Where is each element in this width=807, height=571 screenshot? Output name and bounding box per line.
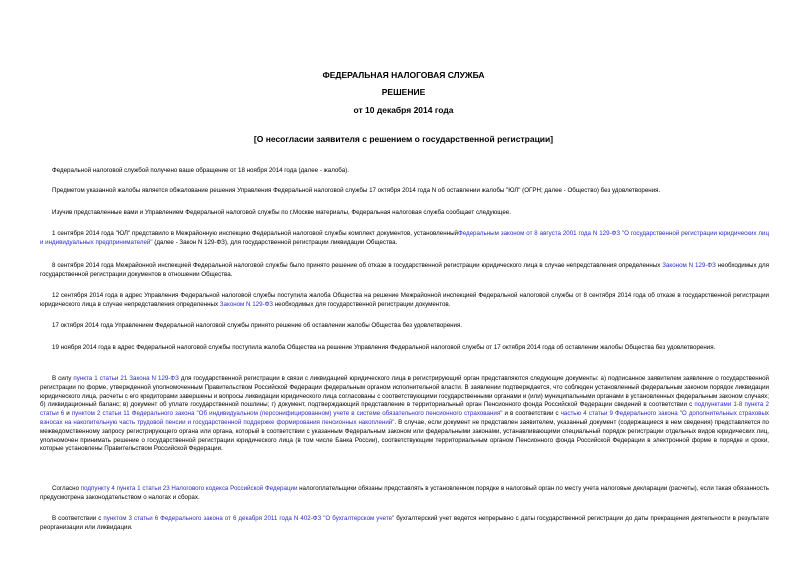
paragraph-6-text-2: необходимых для государственной регистрации документов.: [273, 300, 451, 308]
document-type: РЕШЕНИЕ: [381, 87, 426, 97]
paragraph-11: [40, 515, 769, 533]
paragraph-5: [40, 262, 769, 280]
paragraph-5-text-2: необходимых для государственной регистрации документов в отношении Общества.: [40, 262, 769, 278]
law-129fz-link[interactable]: Федеральным законом от 8 августа 2001 года N 129-ФЗ "О государственной регистрации юридических лиц и индивидуальных предпринимателей": [40, 230, 769, 246]
paragraph-9-text-5: . В случае, если документ не представлен заявителем, указанный документ (содержащиеся в нем сведения) представляется по межведомственному запросу регистрирующего органа или органа, который в соответствии с указанным Федеральным законом или федеральными законами, устанавливающими специальный порядок регистрации отдельных видов юридических лиц, уполномочен принимать решение о государственной регистрации юридического лица (в том числе Банка России), соответствующим территориальным органом Пенсионного фонда Российской Федерации в электронной форме в порядке и сроки, которые установлены Правительством Российской Федерации.: [40, 418, 769, 453]
paragraph-6: [40, 292, 769, 310]
tax-code-link[interactable]: подпункту 4 пункта 1 статьи 23 Налогового кодекса Российской Федерации: [80, 485, 298, 492]
paragraph-4-text-2: (далее - Закон N 129-ФЗ), для государственной регистрации ликвидации Общества.: [152, 238, 398, 246]
paragraph-9-text-3: и: [64, 410, 72, 418]
paragraph-5-text-1: 8 сентября 2014 года Межрайонной инспекцией Федеральной налоговой службы было принято решение об отказе в государственной регистрации юридического лица в случае непредставления определенных: [52, 262, 663, 269]
paragraph-9: [40, 375, 769, 454]
paragraph-9-text-2: для государственной регистрации в связи с ликвидацией юридического лица в регистрирующий орган представляются следующие документы: а) подписанное заявителем заявление о государственной регистрации по форме, утвержденной уполномоченным Правительством Российской Федерации федеральным органом исполнительной власти. В заявлении подтверждается, что соблюден установленный федеральным законом порядок ликвидации юридического лица, расчеты с его кредиторами завершены и вопросы ликвидации юридического лица согласованы с соответствующими государственными органами и (или) муниципальными органами в установленных федеральным законом случаях; б) ликвидационный баланс; в) документ об уплате государственной пошлины; г) документ, подтверждающий представление в территориальный орган Пенсионного фонда Российской Федерации сведений в соответствии с: [40, 375, 769, 409]
paragraph-4-text-1: 1 сентября 2014 года "ЮЛ" представило в Межрайонную инспекцию Федеральной налоговой службы комплект документов, установленный: [52, 230, 458, 237]
paragraph-9-text-1: В силу: [52, 375, 74, 382]
paragraph-10: [40, 485, 769, 503]
paragraph-1: Федеральной налоговой службой получено ваше обращение от 18 ноября 2014 года (далее - жалоба).: [52, 167, 349, 174]
paragraph-6-text-1: 12 сентября 2014 года в адрес Управления Федеральной налоговой службы поступила жалоба Общества на решение Межрайонной инспекцией Федеральной налоговой службы от 8 сентября 2014 года об отказе в государственной регистрации юридического лица в случае непредставления определенных: [40, 292, 769, 308]
accounting-law-link[interactable]: пунктом 3 статьи 6 Федерального закона от 6 декабря 2011 года N 402-ФЗ "О бухгалтерском учете": [103, 515, 395, 522]
law-129fz-link-2[interactable]: Законом N 129-ФЗ: [662, 262, 716, 269]
paragraph-9-text-4: и в соответствии с: [502, 410, 561, 418]
paragraph-2: Предметом указанной жалобы является обжалование решения Управления Федеральной налоговой службы 17 октября 2014 года N об оставлении жалобы "ЮЛ" (ОГРН; далее - Общество) без удовлетворения.: [52, 187, 661, 194]
paragraph-4: [40, 230, 769, 248]
document-subject: [О несогласии заявителя с решением о государственной регистрации]: [253, 134, 554, 144]
agency-title: ФЕДЕРАЛЬНАЯ НАЛОГОВАЯ СЛУЖБА: [322, 70, 485, 80]
article-21-link[interactable]: пункта 1 статьи 21 Закона N 129-ФЗ: [73, 375, 179, 382]
paragraph-11-text-1: В соответствии с: [52, 515, 104, 522]
paragraph-7: 17 октября 2014 года Управлением Федеральной налоговой службы принято решение об оставлении жалобы Общества без удовлетворения.: [52, 322, 463, 329]
paragraph-10-text-1: Согласно: [52, 485, 81, 492]
paragraph-3: Изучив представленные вами и Управлением Федеральной налоговой службы по г.Москве материалы, Федеральная налоговая служба сообщает следующее.: [52, 209, 511, 216]
paragraph-11-text-2: бухгалтерский учет ведется непрерывно с даты государственной регистрации до даты прекращения деятельности в результате реорганизации или ликвидации.: [40, 515, 769, 531]
article-6-subparagraphs-link[interactable]: подпунктами 1-8 пункта 2 статьи 6: [40, 401, 769, 418]
paragraph-8: 19 ноября 2014 года в адрес Федеральной налоговой службы поступила жалоба Общества на решение Управления Федеральной налоговой службы от 17 октября 2014 года об оставлении жалобы Общества без удовлетворения.: [52, 344, 716, 351]
law-129fz-link-3[interactable]: Законом N 129-ФЗ: [219, 300, 274, 308]
personified-accounting-law-link[interactable]: пунктом 2 статьи 11 Федерального закона "Об индивидуальном (персонифицированном) учете в системе обязательного пенсионного страхования": [71, 410, 503, 418]
paragraph-10-text-2: налогоплательщики обязаны представлять в установленном порядке в налоговый орган по месту учета налоговые декларации (расчеты), если такая обязанность предусмотрена законодательством о налогах и сборах.: [40, 485, 770, 501]
pension-contributions-law-link[interactable]: частью 4 статьи 9 Федерального закона "О дополнительных страховых взносах на накопительную часть трудовой пенсии и государственной поддержке формирования пенсионных накоплений": [40, 410, 769, 426]
document-date: от 10 декабря 2014 года: [353, 105, 454, 115]
